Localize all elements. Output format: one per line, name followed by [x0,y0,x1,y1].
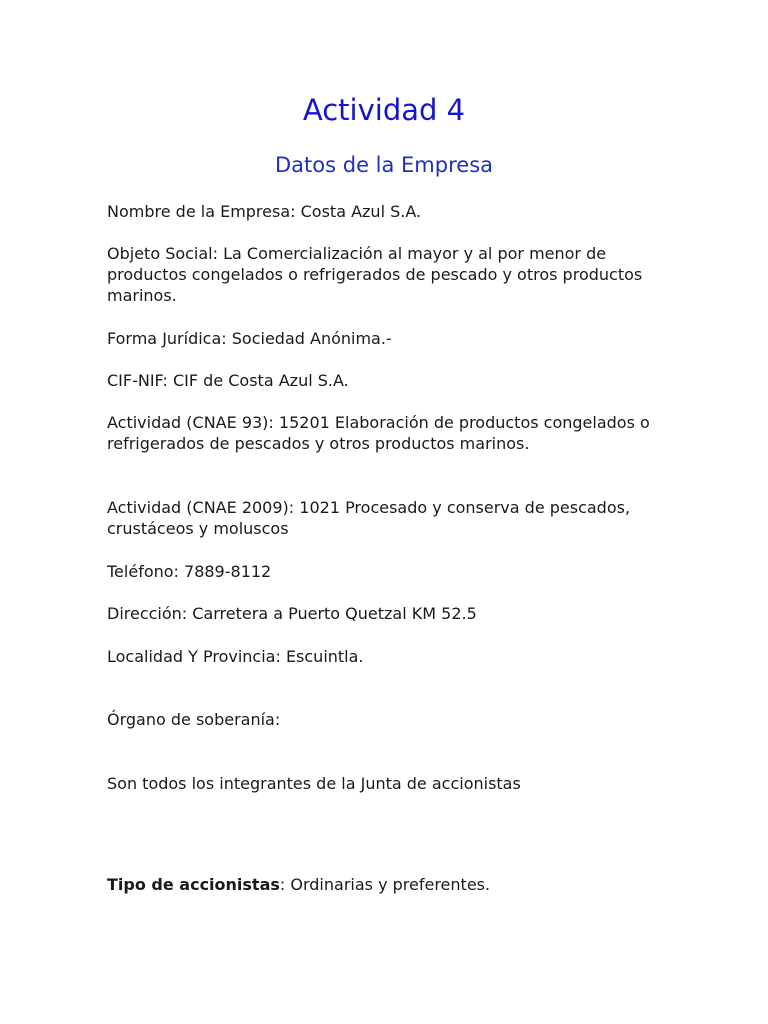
objeto-social: Objeto Social: La Comercialización al mayor y al por menor de productos congelados o refrigerados de pescado y otros productos marinos. [107,244,643,305]
forma-juridica: Forma Jurídica: Sociedad Anónima.- [107,329,392,348]
actividad-cnae93: Actividad (CNAE 93): 15201 Elaboración de productos congelados o refrigerados de pescados y otros productos marinos. [107,413,650,453]
organo-soberania-text: Son todos los integrantes de la Junta de accionistas [107,774,521,793]
organo-soberania-label: Órgano de soberanía: [107,710,281,729]
actividad-cnae2009: Actividad (CNAE 2009): 1021 Procesado y conserva de pescados, crustáceos y moluscos [107,498,631,538]
tipo-accionistas [107,874,667,895]
direccion: Dirección: Carretera a Puerto Quetzal KM 52.5 [107,604,477,623]
telefono: Teléfono: 7889-8112 [107,562,272,581]
tipo-accionistas-value: : Ordinarias y preferentes. [279,875,491,894]
document-subtitle: Datos de la Empresa [275,153,493,177]
nombre-empresa: Nombre de la Empresa: Costa Azul S.A. [107,202,422,221]
document-title: Actividad 4 [302,93,466,127]
localidad-provincia: Localidad Y Provincia: Escuintla. [107,647,364,666]
tipo-accionistas-label: Tipo de accionistas [107,875,280,894]
cif-nif: CIF-NIF: CIF de Costa Azul S.A. [107,371,349,390]
